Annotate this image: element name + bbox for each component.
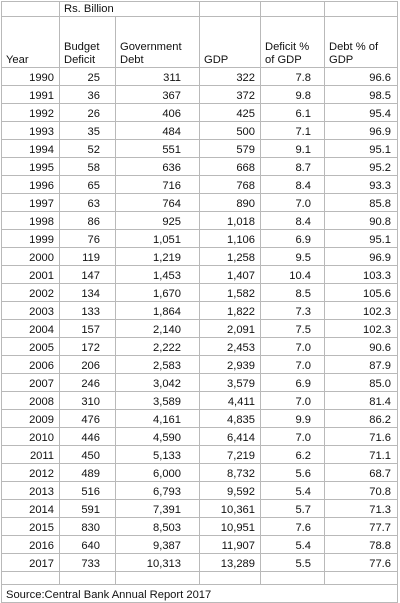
- cell-gdp[interactable]: 2,091: [200, 320, 261, 338]
- cell-deficit-pct-gdp[interactable]: 7.5: [261, 320, 325, 338]
- cell-deficit-pct-gdp[interactable]: 9.9: [261, 410, 325, 428]
- cell-government-debt[interactable]: 7,391: [116, 500, 200, 518]
- cell-gdp[interactable]: 11,907: [200, 536, 261, 554]
- cell-debt-pct-gdp[interactable]: 98.5: [325, 86, 398, 104]
- cell-gdp[interactable]: 10,361: [200, 500, 261, 518]
- cell-budget-deficit[interactable]: 26: [60, 104, 116, 122]
- cell-gdp[interactable]: 1,407: [200, 266, 261, 284]
- table-row: [2, 230, 398, 248]
- cell-budget-deficit[interactable]: 310: [60, 392, 116, 410]
- cell-government-debt[interactable]: 925: [116, 212, 200, 230]
- cell-government-debt[interactable]: 2,140: [116, 320, 200, 338]
- cell-debt-pct-gdp[interactable]: 95.1: [325, 140, 398, 158]
- cell-budget-deficit[interactable]: 489: [60, 464, 116, 482]
- cell-year[interactable]: 2012: [2, 464, 60, 482]
- table-row: [2, 536, 398, 554]
- unit-label: Rs. Billion: [64, 3, 114, 15]
- cell-budget-deficit[interactable]: 591: [60, 500, 116, 518]
- cell-government-debt[interactable]: 10,313: [116, 554, 200, 572]
- cell-budget-deficit[interactable]: 450: [60, 446, 116, 464]
- empty-cell[interactable]: [325, 572, 398, 585]
- cell-year[interactable]: 2008: [2, 392, 60, 410]
- cell-budget-deficit[interactable]: 63: [60, 194, 116, 212]
- cell-government-debt[interactable]: 1,219: [116, 248, 200, 266]
- cell-government-debt[interactable]: 406: [116, 104, 200, 122]
- cell-deficit-pct-gdp[interactable]: 7.3: [261, 302, 325, 320]
- cell-deficit-pct-gdp[interactable]: 8.5: [261, 284, 325, 302]
- column-header-row: [2, 17, 398, 68]
- cell-debt-pct-gdp[interactable]: 95.2: [325, 158, 398, 176]
- header-deficit-pct-gdp[interactable]: Deficit % of GDP: [261, 17, 325, 68]
- fiscal-data-table: [1, 1, 398, 603]
- cell-year[interactable]: 2017: [2, 554, 60, 572]
- cell-deficit-pct-gdp[interactable]: 6.9: [261, 230, 325, 248]
- table-row: [2, 68, 398, 86]
- cell-government-debt[interactable]: 551: [116, 140, 200, 158]
- cell-government-debt[interactable]: 6,000: [116, 464, 200, 482]
- cell-government-debt[interactable]: 9,387: [116, 536, 200, 554]
- cell-gdp[interactable]: 1,582: [200, 284, 261, 302]
- cell-year[interactable]: 1996: [2, 176, 60, 194]
- cell-year[interactable]: 2014: [2, 500, 60, 518]
- cell-government-debt[interactable]: 2,222: [116, 338, 200, 356]
- cell-deficit-pct-gdp[interactable]: 5.6: [261, 464, 325, 482]
- cell-government-debt[interactable]: 5,133: [116, 446, 200, 464]
- cell-debt-pct-gdp[interactable]: 105.6: [325, 284, 398, 302]
- cell-deficit-pct-gdp[interactable]: 6.9: [261, 374, 325, 392]
- cell-government-debt[interactable]: 311: [116, 68, 200, 86]
- table-row: [2, 320, 398, 338]
- cell-deficit-pct-gdp[interactable]: 7.6: [261, 518, 325, 536]
- cell-deficit-pct-gdp[interactable]: 7.0: [261, 194, 325, 212]
- table-row: [2, 284, 398, 302]
- table-row: [2, 140, 398, 158]
- cell-budget-deficit[interactable]: 476: [60, 410, 116, 428]
- cell-government-debt[interactable]: 6,793: [116, 482, 200, 500]
- cell-year[interactable]: 1998: [2, 212, 60, 230]
- table-row: [2, 194, 398, 212]
- cell-deficit-pct-gdp[interactable]: 7.0: [261, 392, 325, 410]
- cell-gdp[interactable]: 13,289: [200, 554, 261, 572]
- header-budget-deficit[interactable]: Budget Deficit: [60, 17, 116, 68]
- blank-row: [2, 572, 398, 585]
- cell-deficit-pct-gdp[interactable]: 8.4: [261, 212, 325, 230]
- cell-year[interactable]: 2005: [2, 338, 60, 356]
- cell-year[interactable]: 2010: [2, 428, 60, 446]
- table-row: [2, 86, 398, 104]
- cell-year[interactable]: 2006: [2, 356, 60, 374]
- cell-debt-pct-gdp[interactable]: 90.6: [325, 338, 398, 356]
- source-note-cell[interactable]: [2, 585, 398, 603]
- cell-gdp[interactable]: 500: [200, 122, 261, 140]
- cell-gdp[interactable]: 1,106: [200, 230, 261, 248]
- cell-gdp[interactable]: 668: [200, 158, 261, 176]
- empty-cell[interactable]: [116, 572, 200, 585]
- cell-debt-pct-gdp[interactable]: 77.6: [325, 554, 398, 572]
- cell-government-debt[interactable]: 1,453: [116, 266, 200, 284]
- cell-year[interactable]: 2013: [2, 482, 60, 500]
- cell-budget-deficit[interactable]: 52: [60, 140, 116, 158]
- unit-row: [2, 2, 398, 17]
- cell-year[interactable]: 2009: [2, 410, 60, 428]
- cell-debt-pct-gdp[interactable]: 95.4: [325, 104, 398, 122]
- cell-budget-deficit[interactable]: 246: [60, 374, 116, 392]
- cell-deficit-pct-gdp[interactable]: 7.1: [261, 122, 325, 140]
- table-row: [2, 104, 398, 122]
- cell-debt-pct-gdp[interactable]: 103.3: [325, 266, 398, 284]
- cell-debt-pct-gdp[interactable]: 102.3: [325, 302, 398, 320]
- cell-year[interactable]: 1990: [2, 68, 60, 86]
- cell-debt-pct-gdp[interactable]: 77.7: [325, 518, 398, 536]
- table-row: [2, 500, 398, 518]
- cell-government-debt[interactable]: 8,503: [116, 518, 200, 536]
- cell-debt-pct-gdp[interactable]: 87.9: [325, 356, 398, 374]
- header-debt-pct-gdp[interactable]: Debt % of GDP: [325, 17, 398, 68]
- cell-debt-pct-gdp[interactable]: 96.9: [325, 248, 398, 266]
- cell-gdp[interactable]: 890: [200, 194, 261, 212]
- cell-debt-pct-gdp[interactable]: 81.4: [325, 392, 398, 410]
- empty-cell[interactable]: [261, 2, 325, 17]
- cell-budget-deficit[interactable]: 65: [60, 176, 116, 194]
- table-row: [2, 176, 398, 194]
- empty-cell[interactable]: [2, 572, 60, 585]
- cell-year[interactable]: 1991: [2, 86, 60, 104]
- cell-debt-pct-gdp[interactable]: 96.6: [325, 68, 398, 86]
- cell-government-debt[interactable]: 1,051: [116, 230, 200, 248]
- cell-debt-pct-gdp[interactable]: 93.3: [325, 176, 398, 194]
- cell-government-debt[interactable]: 636: [116, 158, 200, 176]
- header-government-debt[interactable]: Government Debt: [116, 17, 200, 68]
- cell-budget-deficit[interactable]: 35: [60, 122, 116, 140]
- cell-government-debt[interactable]: 367: [116, 86, 200, 104]
- cell-gdp[interactable]: 768: [200, 176, 261, 194]
- cell-deficit-pct-gdp[interactable]: 8.7: [261, 158, 325, 176]
- cell-government-debt[interactable]: 4,161: [116, 410, 200, 428]
- cell-budget-deficit[interactable]: 58: [60, 158, 116, 176]
- cell-debt-pct-gdp[interactable]: 95.1: [325, 230, 398, 248]
- table-row: [2, 302, 398, 320]
- cell-deficit-pct-gdp[interactable]: 5.4: [261, 482, 325, 500]
- cell-government-debt[interactable]: 764: [116, 194, 200, 212]
- cell-deficit-pct-gdp[interactable]: 6.2: [261, 446, 325, 464]
- cell-gdp[interactable]: 1,822: [200, 302, 261, 320]
- table-row: [2, 374, 398, 392]
- cell-debt-pct-gdp[interactable]: 70.8: [325, 482, 398, 500]
- cell-budget-deficit[interactable]: 157: [60, 320, 116, 338]
- empty-cell[interactable]: [261, 572, 325, 585]
- table-row: [2, 554, 398, 572]
- table-row: [2, 356, 398, 374]
- cell-year[interactable]: 2000: [2, 248, 60, 266]
- cell-deficit-pct-gdp[interactable]: 10.4: [261, 266, 325, 284]
- cell-gdp[interactable]: 3,579: [200, 374, 261, 392]
- cell-year[interactable]: 2016: [2, 536, 60, 554]
- cell-year[interactable]: 2001: [2, 266, 60, 284]
- cell-gdp[interactable]: 425: [200, 104, 261, 122]
- cell-gdp[interactable]: 4,835: [200, 410, 261, 428]
- source-note: Source:Central Bank Annual Report 2017: [6, 589, 212, 601]
- cell-debt-pct-gdp[interactable]: 85.0: [325, 374, 398, 392]
- table-row: [2, 158, 398, 176]
- cell-debt-pct-gdp[interactable]: 96.9: [325, 122, 398, 140]
- cell-deficit-pct-gdp[interactable]: 9.1: [261, 140, 325, 158]
- cell-debt-pct-gdp[interactable]: 71.3: [325, 500, 398, 518]
- cell-debt-pct-gdp[interactable]: 90.8: [325, 212, 398, 230]
- cell-year[interactable]: 2003: [2, 302, 60, 320]
- cell-gdp[interactable]: 9,592: [200, 482, 261, 500]
- cell-debt-pct-gdp[interactable]: 68.7: [325, 464, 398, 482]
- cell-government-debt[interactable]: 3,589: [116, 392, 200, 410]
- cell-debt-pct-gdp[interactable]: 86.2: [325, 410, 398, 428]
- cell-gdp[interactable]: 1,018: [200, 212, 261, 230]
- cell-gdp[interactable]: 322: [200, 68, 261, 86]
- cell-year[interactable]: 2011: [2, 446, 60, 464]
- cell-budget-deficit[interactable]: 446: [60, 428, 116, 446]
- cell-gdp[interactable]: 7,219: [200, 446, 261, 464]
- table-row: [2, 122, 398, 140]
- source-row: [2, 585, 398, 603]
- cell-debt-pct-gdp[interactable]: 71.1: [325, 446, 398, 464]
- cell-deficit-pct-gdp[interactable]: 5.4: [261, 536, 325, 554]
- table-row: [2, 410, 398, 428]
- cell-year[interactable]: 1992: [2, 104, 60, 122]
- cell-deficit-pct-gdp[interactable]: 8.4: [261, 176, 325, 194]
- cell-budget-deficit[interactable]: 640: [60, 536, 116, 554]
- cell-deficit-pct-gdp[interactable]: 5.5: [261, 554, 325, 572]
- cell-year[interactable]: 2002: [2, 284, 60, 302]
- cell-deficit-pct-gdp[interactable]: 9.8: [261, 86, 325, 104]
- cell-government-debt[interactable]: 4,590: [116, 428, 200, 446]
- empty-cell[interactable]: [200, 2, 261, 17]
- cell-gdp[interactable]: 1,258: [200, 248, 261, 266]
- cell-budget-deficit[interactable]: 147: [60, 266, 116, 284]
- table-body: [2, 2, 398, 603]
- cell-year[interactable]: 1995: [2, 158, 60, 176]
- cell-year[interactable]: 1993: [2, 122, 60, 140]
- cell-government-debt[interactable]: 484: [116, 122, 200, 140]
- cell-gdp[interactable]: 6,414: [200, 428, 261, 446]
- table-row: [2, 392, 398, 410]
- cell-deficit-pct-gdp[interactable]: 6.1: [261, 104, 325, 122]
- cell-gdp[interactable]: 2,939: [200, 356, 261, 374]
- cell-budget-deficit[interactable]: 76: [60, 230, 116, 248]
- cell-deficit-pct-gdp[interactable]: 7.0: [261, 338, 325, 356]
- empty-cell[interactable]: [2, 2, 60, 17]
- empty-cell[interactable]: [325, 2, 398, 17]
- cell-gdp[interactable]: 372: [200, 86, 261, 104]
- cell-budget-deficit[interactable]: 206: [60, 356, 116, 374]
- cell-debt-pct-gdp[interactable]: 102.3: [325, 320, 398, 338]
- table-row: [2, 446, 398, 464]
- table-row: [2, 464, 398, 482]
- header-gdp[interactable]: GDP: [200, 17, 261, 68]
- cell-budget-deficit[interactable]: 830: [60, 518, 116, 536]
- unit-label-cell[interactable]: [60, 2, 200, 17]
- cell-budget-deficit[interactable]: 733: [60, 554, 116, 572]
- cell-deficit-pct-gdp[interactable]: 7.8: [261, 68, 325, 86]
- table-row: [2, 266, 398, 284]
- cell-government-debt[interactable]: 2,583: [116, 356, 200, 374]
- cell-gdp[interactable]: 10,951: [200, 518, 261, 536]
- cell-year[interactable]: 2015: [2, 518, 60, 536]
- empty-cell[interactable]: [60, 572, 116, 585]
- cell-government-debt[interactable]: 1,670: [116, 284, 200, 302]
- cell-gdp[interactable]: 4,411: [200, 392, 261, 410]
- table-row: [2, 338, 398, 356]
- cell-year[interactable]: 1999: [2, 230, 60, 248]
- cell-government-debt[interactable]: 3,042: [116, 374, 200, 392]
- cell-budget-deficit[interactable]: 119: [60, 248, 116, 266]
- cell-deficit-pct-gdp[interactable]: 7.0: [261, 428, 325, 446]
- table-row: [2, 212, 398, 230]
- cell-deficit-pct-gdp[interactable]: 5.7: [261, 500, 325, 518]
- cell-budget-deficit[interactable]: 172: [60, 338, 116, 356]
- cell-year[interactable]: 1997: [2, 194, 60, 212]
- cell-budget-deficit[interactable]: 516: [60, 482, 116, 500]
- table-row: [2, 482, 398, 500]
- cell-budget-deficit[interactable]: 86: [60, 212, 116, 230]
- header-year[interactable]: Year: [2, 17, 60, 68]
- cell-gdp[interactable]: 2,453: [200, 338, 261, 356]
- cell-debt-pct-gdp[interactable]: 78.8: [325, 536, 398, 554]
- cell-government-debt[interactable]: 1,864: [116, 302, 200, 320]
- table-row: [2, 428, 398, 446]
- cell-budget-deficit[interactable]: 133: [60, 302, 116, 320]
- cell-year[interactable]: 1994: [2, 140, 60, 158]
- table-row: [2, 248, 398, 266]
- table-row: [2, 518, 398, 536]
- cell-gdp[interactable]: 579: [200, 140, 261, 158]
- cell-debt-pct-gdp[interactable]: 71.6: [325, 428, 398, 446]
- cell-gdp[interactable]: 8,732: [200, 464, 261, 482]
- empty-cell[interactable]: [200, 572, 261, 585]
- cell-budget-deficit[interactable]: 134: [60, 284, 116, 302]
- cell-government-debt[interactable]: 716: [116, 176, 200, 194]
- cell-year[interactable]: 2007: [2, 374, 60, 392]
- cell-budget-deficit[interactable]: 25: [60, 68, 116, 86]
- cell-deficit-pct-gdp[interactable]: 9.5: [261, 248, 325, 266]
- cell-deficit-pct-gdp[interactable]: 7.0: [261, 356, 325, 374]
- cell-year[interactable]: 2004: [2, 320, 60, 338]
- cell-budget-deficit[interactable]: 36: [60, 86, 116, 104]
- cell-debt-pct-gdp[interactable]: 85.8: [325, 194, 398, 212]
